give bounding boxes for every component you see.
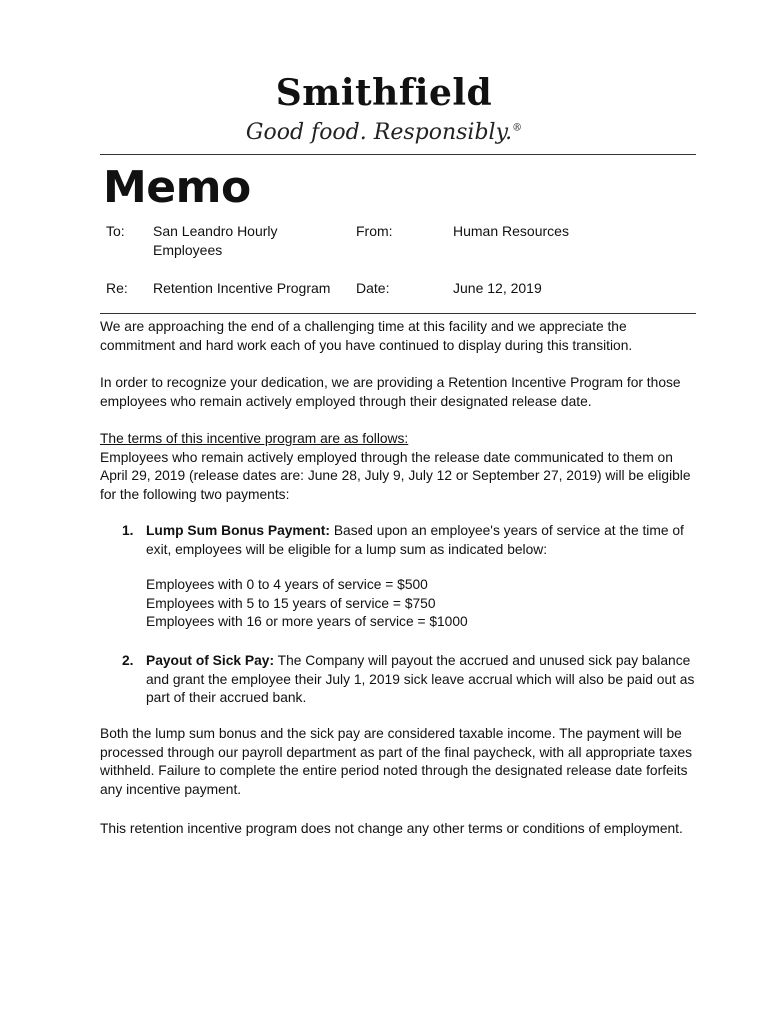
list-item-title: Payout of Sick Pay: xyxy=(146,653,275,668)
company-logo xyxy=(0,72,768,114)
service-tiers xyxy=(146,576,468,632)
list-number: 2. xyxy=(122,653,134,668)
date-label: Date: xyxy=(356,280,390,296)
paragraph-closing: This retention incentive program does not change any other terms or conditions of employment. xyxy=(100,821,683,836)
registered-mark: ® xyxy=(512,122,523,134)
list-item-sick-pay xyxy=(122,652,697,708)
list-item-text: Based upon an employee's years of service at the time of exit, employees will be eligible for a lump sum as indicated below: xyxy=(146,523,684,557)
paragraph-recognition: In order to recognize your dedication, we are providing a Retention Incentive Program for those employees who remain actively employed through their designated release date. xyxy=(100,375,681,409)
re-value: Retention Incentive Program xyxy=(153,280,331,296)
memo-title: Memo xyxy=(103,162,251,213)
tier-line: Employees with 5 to 15 years of service = $750 xyxy=(146,595,436,611)
logo-wordmark-text: Smithfield xyxy=(275,72,493,114)
header-divider-top xyxy=(100,154,696,155)
list-item-lump-sum xyxy=(122,522,697,559)
terms-heading: The terms of this incentive program are as follows: xyxy=(100,431,409,446)
paragraph-terms xyxy=(100,430,696,504)
date-value: June 12, 2019 xyxy=(453,280,542,296)
to-value: San Leandro Hourly Employees xyxy=(153,223,278,258)
paragraph-intro: We are approaching the end of a challenging time at this facility and we appreciate the commitment and hard work each of you have continued to display during this transition. xyxy=(100,319,633,353)
header-divider-bottom xyxy=(100,313,696,314)
re-label: Re: xyxy=(106,280,128,296)
paragraph-taxes: Both the lump sum bonus and the sick pay are considered taxable income. The payment will be processed through our payroll department as part of the final paycheck, with all appropriate taxes withheld. Failure to complete the entire period noted through the designated release date forfeits any incentive payment. xyxy=(100,726,693,797)
from-label: From: xyxy=(356,223,393,239)
logo-tagline-text: Good food. Responsibly. xyxy=(245,120,513,145)
terms-text: Employees who remain actively employed through the release date communicated to them on April 29, 2019 (release dates are: June 28, July 9, July 12 or September 27, 2019) will be eligible for the following two payments: xyxy=(100,449,691,502)
tier-line: Employees with 0 to 4 years of service = $500 xyxy=(146,577,428,592)
list-item-title: Lump Sum Bonus Payment: xyxy=(146,523,330,538)
tier-line: Employees with 16 or more years of service = $1000 xyxy=(146,614,468,629)
list-number: 1. xyxy=(122,523,134,538)
to-label: To: xyxy=(106,223,125,239)
from-value: Human Resources xyxy=(453,223,569,239)
list-item-text: The Company will payout the accrued and unused sick pay balance and grant the employee their July 1, 2019 sick leave accrual which will also be paid out as part of their accrued bank. xyxy=(146,653,695,705)
logo-tagline xyxy=(0,120,768,145)
